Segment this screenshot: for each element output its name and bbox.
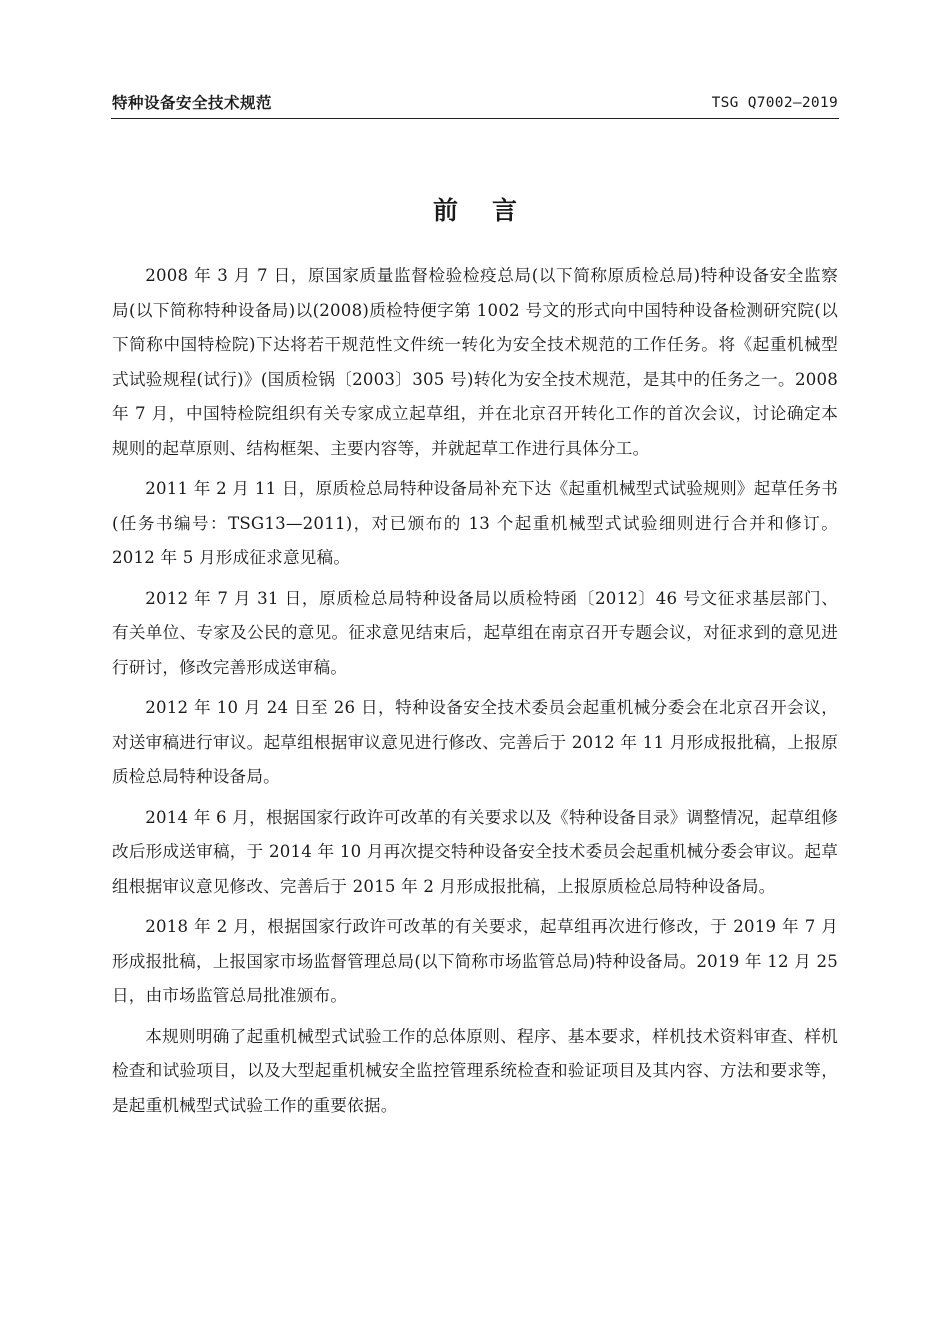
page-header (112, 92, 838, 118)
paragraph: 2012 年 7 月 31 日，原质检总局特种设备局以质检特函〔2012〕46 号文征求基层部门、有关单位、专家及公民的意见。征求意见结束后，起草组在南京召开专题会议，对征求到的意见进行研讨，修改完善形成送审稿。 (112, 588, 838, 677)
header-divider (111, 118, 839, 119)
paragraph: 2012 年 10 月 24 日至 26 日，特种设备安全技术委员会起重机械分委会在北京召开会议，对送审稿进行审议。起草组根据审议意见进行修改、完善后于 2012 年 11 月形成报批稿，上报原质检总局特种设备局。 (112, 698, 838, 786)
page-title: 前言 (432, 196, 551, 225)
preface-body (112, 259, 838, 1129)
paragraph: 2011 年 2 月 11 日，原质检总局特种设备局补充下达《起重机械型式试验规则》起草任务书(任务书编号：TSG13—2011)，对已颁布的 13 个起重机械型式试验细则进行合并和修订。2012 年 5 月形成征求意见稿。 (112, 479, 838, 567)
paragraph: 2018 年 2 月，根据国家行政许可改革的有关要求，起草组再次进行修改，于 2019 年 7 月形成报批稿，上报国家市场监督管理总局(以下简称市场监管总局)特种设备局。2019 年 12 月 25 日，由市场监管总局批准颁布。 (112, 917, 838, 1005)
paragraph: 本规则明确了起重机械型式试验工作的总体原则、程序、基本要求，样机技术资料审查、样机检查和试验项目，以及大型起重机械安全监控管理系统检查和验证项目及其内容、方法和要求等，是起重机械型式试验工作的重要依据。 (112, 1026, 838, 1115)
header-document-category: 特种设备安全技术规范 (112, 94, 273, 112)
paragraph: 2008 年 3 月 7 日，原国家质量监督检验检疫总局(以下简称原质检总局)特种设备安全监察局(以下简称特种设备局)以(2008)质检特便字第 1002 号文的形式向中国特种设备检测研究院(以下简称中国特检院)下达将若干规范性文件统一转化为安全技术规范的工作任务。将《起重机械型式试验规程(试行)》(国质检锅〔2003〕305 号)转化为安全技术规范，是其中的任务之一。2008 年 7 月，中国特检院组织有关专家成立起草组，并在北京召开转化工作的首次会议，讨论确定本规则的起草原则、结构框架、主要内容等，并就起草工作进行具体分工。 (112, 266, 838, 458)
paragraph: 2014 年 6 月，根据国家行政许可改革的有关要求以及《特种设备目录》调整情况，起草组修改后形成送审稿，于 2014 年 10 月再次提交特种设备安全技术委员会起重机械分委会审议。起草组根据审议意见修改、完善后于 2015 年 2 月形成报批稿，上报原质检总局特种设备局。 (112, 807, 838, 896)
header-document-code: TSG Q7002—2019 (711, 95, 838, 111)
